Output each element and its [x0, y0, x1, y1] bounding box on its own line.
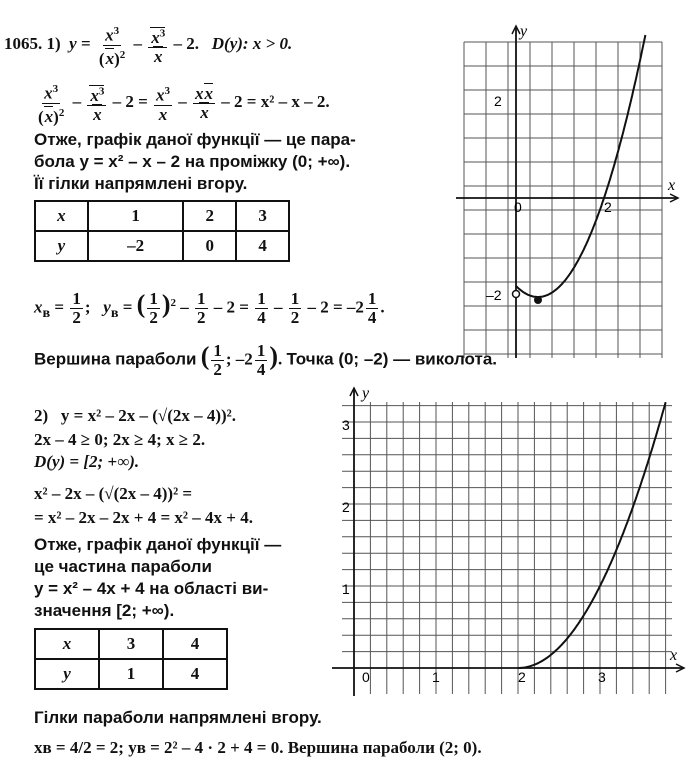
part1-conclusion-2: бола y = x² – x – 2 на проміжку (0; +∞). [34, 152, 351, 171]
table-cell: 3 [236, 201, 289, 231]
part2-vertex-line: xв = 4/2 = 2; yв = 2² – 4 · 2 + 4 = 0. Вершина параболи (2; 0). [34, 738, 482, 757]
part2-branches: Гілки параболи напрямлені вгору. [34, 708, 322, 727]
table-cell: y [35, 231, 88, 261]
table-row [35, 659, 227, 689]
tick-label: 3 [598, 669, 606, 685]
part2-expression-2: = x² – 2x – 2x + 4 = x² – 4x + 4. [34, 508, 253, 527]
part2-expression-1: x² – 2x – (√(2x – 4))² = [34, 484, 193, 503]
vertex-point [534, 296, 542, 304]
part2-domain: D(y) = [2; +∞). [34, 452, 140, 471]
y-axis-label: y [362, 385, 370, 402]
table-cell: 1 [99, 659, 163, 689]
tick-label: 0 [514, 199, 522, 215]
tick-label: 1 [342, 581, 350, 597]
table-cell: 3 [99, 629, 163, 659]
y-axis-label: y [520, 23, 528, 40]
part1-domain: D(y): x > 0. [211, 34, 293, 54]
open-point [513, 291, 520, 298]
graph1 [456, 22, 684, 362]
part1-function-line: 1065. 1) y = $\frac{x^3}{(x)^2}$ – $\frac{x^3}{x}$ – 2. D(y): x > 0. [4, 22, 292, 68]
tick-label: –2 [486, 287, 502, 303]
table-row [35, 231, 289, 261]
table-cell: 4 [163, 629, 227, 659]
part2-conclusion-4: значення [2; +∞). [34, 601, 175, 620]
table-cell: x [35, 201, 88, 231]
x-axis-label: x [670, 647, 678, 664]
table-cell: y [35, 659, 99, 689]
part2-value-table [34, 628, 228, 690]
part1-label: 1) [46, 34, 61, 54]
part2-conclusion-2: це частина параболи [34, 557, 212, 576]
table-cell: 0 [183, 231, 236, 261]
vertex-point-note: Точка (0; –2) — виколота. [286, 349, 498, 369]
tick-label: 2 [494, 93, 502, 109]
part2-function-line [34, 406, 236, 426]
x-axis-label: x [668, 177, 676, 194]
table-cell: 2 [183, 201, 236, 231]
table-cell: 1 [88, 201, 184, 231]
part2-label: 2) [34, 406, 49, 425]
tick-label: 1 [432, 669, 440, 685]
tick-label: 2 [342, 499, 350, 515]
vertex-label: Вершина параболи [34, 349, 197, 369]
table-row [35, 201, 289, 231]
table-cell: 4 [163, 659, 227, 689]
part1-conclusion-1: Отже, графік даної функції — це пара- [34, 130, 356, 149]
tick-label: 2 [604, 199, 612, 215]
part2-conclusion-1: Отже, графік даної функції — [34, 535, 282, 554]
part1-simplified: = x² – x – 2. [246, 92, 330, 112]
tick-label: 2 [518, 669, 526, 685]
part1-value-table [34, 200, 290, 262]
part1-vertex-line: Вершина параболи ( $\frac{1}{2}$ ; –2 $\frac{1}{4}$ ). Точка (0; –2) — виколота. [34, 341, 498, 379]
part2-function: y = x² – 2x – (√(2x – 4))². [60, 406, 237, 425]
graph2 [332, 382, 688, 702]
part2-conclusion-3: y = x² – 4x + 4 на області ви- [34, 579, 269, 598]
part1-simplification: $\frac{x^3}{(x)^2}$ – $\frac{x^3}{x}$ – 2 = $\frac{x^3}{x}$ – $\frac{xx}{x}$ – 2 = x² – x – 2. [34, 80, 330, 126]
table-cell: x [35, 629, 99, 659]
problem-number: 1065. [4, 34, 43, 54]
part2-condition: 2x – 4 ≥ 0; 2x ≥ 4; x ≥ 2. [34, 430, 206, 449]
table-cell: 4 [236, 231, 289, 261]
table-row [35, 629, 227, 659]
table-cell: –2 [88, 231, 184, 261]
parabola-curve [518, 402, 666, 668]
tick-label: 3 [342, 417, 350, 433]
tick-label: 0 [362, 669, 370, 685]
part1-branches: Її гілки напрямлені вгору. [34, 174, 248, 193]
part1-vertex-calc: $x_в$ = $\frac{1}{2}$ ; $y_в$ = ( $\frac{1}{2}$ )$^2$ – $\frac{1}{2}$ – 2 = $\frac{1}{4}$ – $\frac{1}{2}$ – 2 = –2 $\frac{1}{4}$ . [34, 289, 385, 327]
